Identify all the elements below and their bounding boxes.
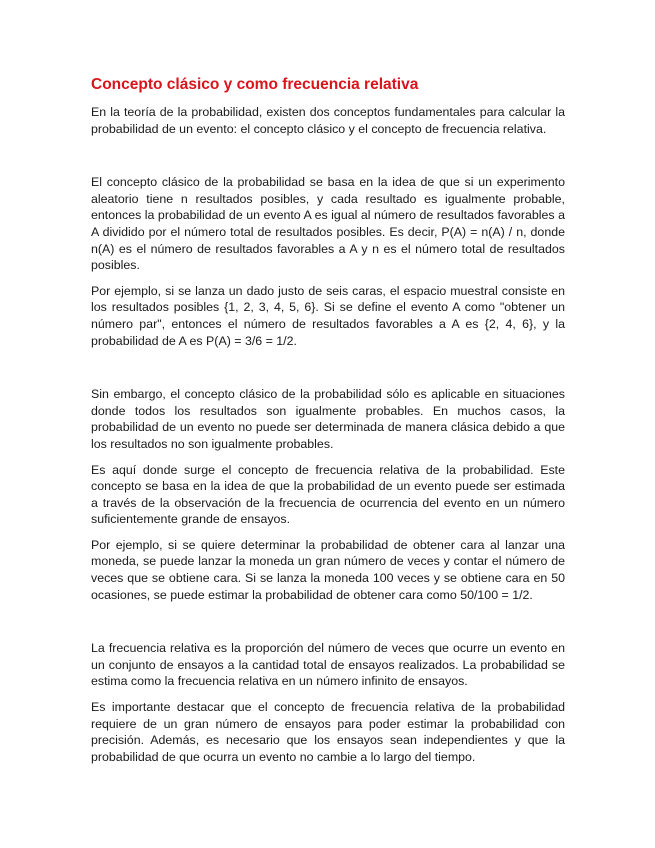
page-title: Concepto clásico y como frecuencia relativa bbox=[91, 76, 419, 93]
paragraph-intro: En la teoría de la probabilidad, existen dos conceptos fundamentales para calcular la probabilidad de un evento: el concepto clásico y el concepto de frecuencia relativa. bbox=[91, 105, 565, 136]
paragraph-relative-frequency-intro: Es aquí donde surge el concepto de frecuencia relativa de la probabilidad. Este concepto se basa en la idea de que la probabilidad de un evento puede ser estimada a través de la observación de la frecuencia de ocurrencia del evento en un número suficientemente grande de ensayos. bbox=[91, 462, 565, 527]
paragraph-classical-definition: El concepto clásico de la probabilidad se basa en la idea de que si un experimento aleatorio tiene n resultados posibles, y cada resultado es igualmente probable, entonces la probabilidad de un evento A es igual al número de resultados favorables a A dividido por el número total de resultados posibles. Es decir, P(A) = n(A) / n, donde n(A) es el número de resultados favorables a A y n es el número total de resultados posibles. bbox=[91, 175, 565, 273]
paragraph-dice-example: Por ejemplo, si se lanza un dado justo de seis caras, el espacio muestral consiste en los resultados posibles {1, 2, 3, 4, 5, 6}. Si se define el evento A como "obtener un número par", entonces el número de resultados favorables a A es {2, 4, 6}, y la probabilidad de A es P(A) = 3/6 = 1/2. bbox=[91, 283, 565, 348]
paragraph-relative-frequency-definition: La frecuencia relativa es la proporción del número de veces que ocurre un evento en un conjunto de ensayos a la cantidad total de ensayos realizados. La probabilidad se estima como la frecuencia relativa en un número infinito de ensayos. bbox=[91, 641, 565, 689]
paragraph-requirements: Es importante destacar que el concepto de frecuencia relativa de la probabilidad requiere de un gran número de ensayos para poder estimar la probabilidad con precisión. Además, es necesario que los ensayos sean independientes y que la probabilidad de que ocurra un evento no cambie a lo largo del tiempo. bbox=[91, 700, 565, 764]
paragraph-coin-example: Por ejemplo, si se quiere determinar la probabilidad de obtener cara al lanzar una moneda, se puede lanzar la moneda un gran número de veces y contar el número de veces que se obtiene cara. Si se lanza la moneda 100 veces y se obtiene cara en 50 ocasiones, se puede estimar la probabilidad de obtener cara como 50/100 = 1/2. bbox=[91, 537, 565, 602]
paragraph-classical-limitation: Sin embargo, el concepto clásico de la probabilidad sólo es aplicable en situaciones donde todos los resultados son igualmente probables. En muchos casos, la probabilidad de un evento no puede ser determinada de manera clásica debido a que los resultados no son igualmente probables. bbox=[91, 387, 565, 451]
document-page bbox=[91, 76, 565, 774]
